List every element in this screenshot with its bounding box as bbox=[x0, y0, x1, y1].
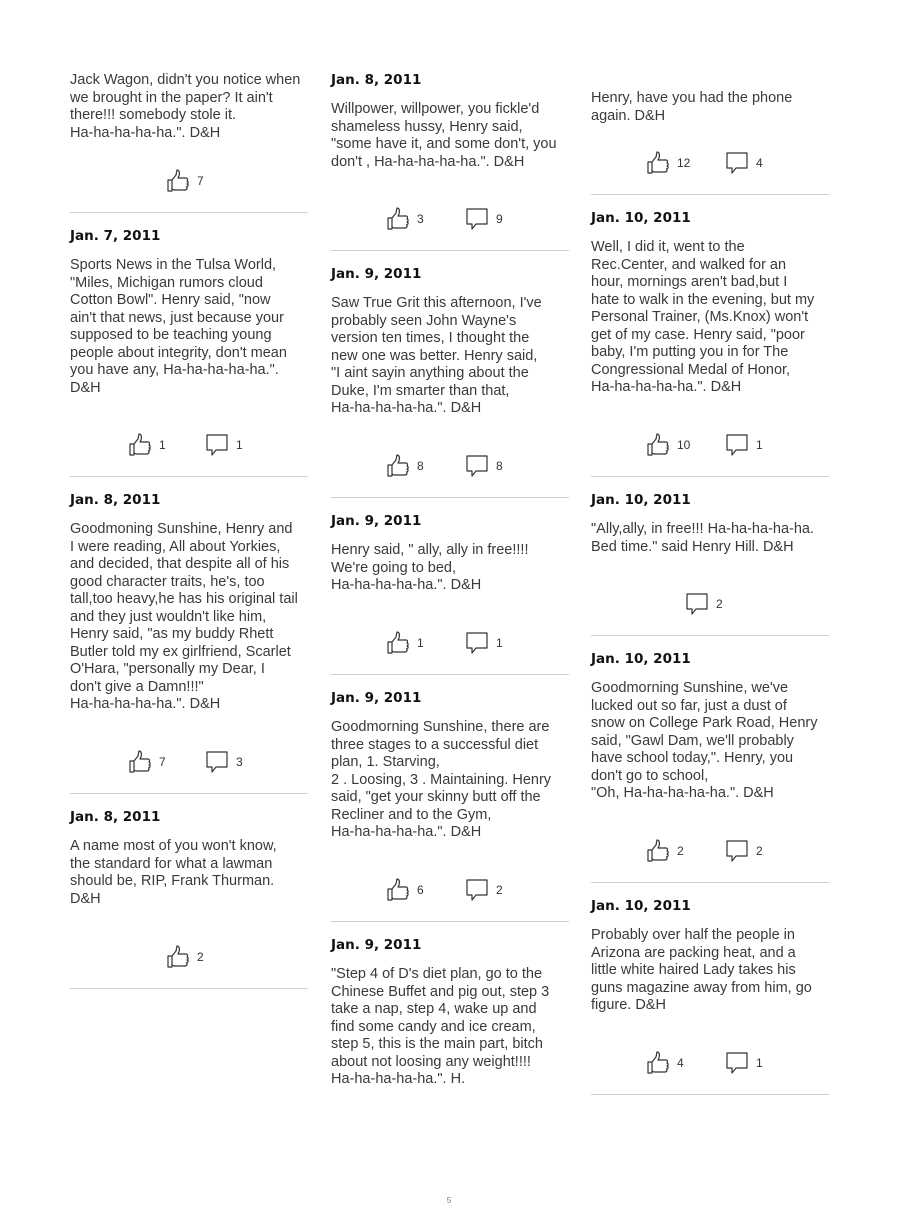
like-button[interactable] bbox=[385, 877, 424, 903]
comment-button[interactable] bbox=[464, 877, 503, 903]
post-divider bbox=[331, 250, 569, 251]
comment-count: 1 bbox=[236, 438, 243, 452]
like-button[interactable] bbox=[645, 432, 690, 458]
speech-bubble-icon bbox=[204, 749, 230, 775]
like-button[interactable] bbox=[165, 944, 204, 970]
post-divider bbox=[591, 194, 829, 195]
thumbs-up-icon bbox=[385, 453, 411, 479]
post-text: "Ally,ally, in free!!! Ha-ha-ha-ha-ha. Bed time." said Henry Hill. D&H bbox=[591, 521, 815, 555]
thumbs-up-icon bbox=[127, 749, 153, 775]
speech-bubble-icon bbox=[724, 838, 750, 864]
like-button[interactable] bbox=[385, 453, 424, 479]
comment-button[interactable] bbox=[724, 150, 763, 176]
speech-bubble-icon bbox=[724, 150, 750, 176]
thumbs-up-icon bbox=[645, 838, 671, 864]
post-divider bbox=[591, 635, 829, 636]
post-divider bbox=[331, 921, 569, 922]
post-divider bbox=[591, 882, 829, 883]
post-text: Well, I did it, went to the Rec.Center, and walked for an hour, mornings aren't bad,but I hate to walk in the evening, but my Personal Trainer, (Ms.Knox) won't get of my case. Henry said, "poor baby, I'm putting you in for The Congressional Medal of Honor, Ha-ha-ha-ha-ha.". D&H bbox=[591, 239, 815, 395]
post-divider bbox=[331, 497, 569, 498]
post-date: Jan. 9, 2011 bbox=[331, 937, 422, 953]
comment-count: 1 bbox=[756, 1056, 763, 1070]
post-text: "Step 4 of D's diet plan, go to the Chinese Buffet and pig out, step 3 take a nap, step 4, wake up and find some candy and ice cream, step 5, this is the main part, bitch about not loosing any weight!!!! Ha-ha-ha-ha-ha.". H. bbox=[331, 966, 550, 1087]
comment-button[interactable] bbox=[204, 432, 243, 458]
post-date: Jan. 7, 2011 bbox=[70, 228, 161, 244]
post-text: A name most of you won't know, the standard for what a lawman should be, RIP, Frank Thurman. D&H bbox=[70, 838, 277, 907]
like-button[interactable] bbox=[645, 838, 684, 864]
like-count: 4 bbox=[677, 1056, 684, 1070]
like-button[interactable] bbox=[127, 749, 166, 775]
post-divider bbox=[70, 793, 308, 794]
comment-count: 8 bbox=[496, 459, 503, 473]
thumbs-up-icon bbox=[385, 630, 411, 656]
like-count: 2 bbox=[197, 950, 204, 964]
post-text: Goodmorning Sunshine, there are three stages to a successful diet plan, 1. Starving, 2 . Loosing, 3 . Maintaining. Henry said, "get your skinny butt off the Recliner and to the Gym, Ha-ha-ha-ha-ha.". D&H bbox=[331, 719, 552, 840]
post-divider bbox=[70, 212, 308, 213]
post-divider bbox=[591, 1094, 829, 1095]
post-divider bbox=[331, 674, 569, 675]
post-date: Jan. 8, 2011 bbox=[70, 809, 161, 825]
comment-count: 2 bbox=[756, 844, 763, 858]
like-count: 8 bbox=[417, 459, 424, 473]
like-button[interactable] bbox=[165, 168, 204, 194]
thumbs-up-icon bbox=[645, 432, 671, 458]
post-text: Willpower, willpower, you fickle'd shameless hussy, Henry said, "some have it, and some don't, you don't , Ha-ha-ha-ha-ha.". D&H bbox=[331, 101, 557, 170]
post-date: Jan. 9, 2011 bbox=[331, 513, 422, 529]
post-text: Henry said, " ally, ally in free!!!! We're going to bed, Ha-ha-ha-ha-ha.". D&H bbox=[331, 542, 529, 593]
speech-bubble-icon bbox=[464, 453, 490, 479]
like-count: 2 bbox=[677, 844, 684, 858]
speech-bubble-icon bbox=[464, 877, 490, 903]
like-button[interactable] bbox=[645, 1050, 684, 1076]
like-count: 3 bbox=[417, 212, 424, 226]
like-button[interactable] bbox=[645, 150, 690, 176]
comment-button[interactable] bbox=[724, 1050, 763, 1076]
thumbs-up-icon bbox=[127, 432, 153, 458]
thumbs-up-icon bbox=[645, 1050, 671, 1076]
like-button[interactable] bbox=[385, 630, 424, 656]
speech-bubble-icon bbox=[724, 432, 750, 458]
post-text: Goodmorning Sunshine, we've lucked out so far, just a dust of snow on College Park Road, Henry said, "Gawl Dam, we'll probably have school today,". Henry, you don't go to school, "Oh, Ha-ha-ha-ha-ha.". D&H bbox=[591, 680, 818, 801]
like-count: 1 bbox=[417, 636, 424, 650]
comment-count: 2 bbox=[716, 597, 723, 611]
post-date: Jan. 10, 2011 bbox=[591, 651, 691, 667]
post-text: Saw True Grit this afternoon, I've probably seen John Wayne's version ten times, I thought the new one was better. Henry said, "I aint sayin anything about the Duke, I'm smarter than that, Ha-ha-ha-ha-ha.". D&H bbox=[331, 295, 542, 416]
post-date: Jan. 10, 2011 bbox=[591, 898, 691, 914]
post-date: Jan. 9, 2011 bbox=[331, 266, 422, 282]
page-number: 5 bbox=[446, 1196, 452, 1205]
like-count: 1 bbox=[159, 438, 166, 452]
speech-bubble-icon bbox=[204, 432, 230, 458]
speech-bubble-icon bbox=[464, 630, 490, 656]
comment-button[interactable] bbox=[724, 432, 763, 458]
speech-bubble-icon bbox=[464, 206, 490, 232]
like-button[interactable] bbox=[127, 432, 166, 458]
comment-count: 1 bbox=[496, 636, 503, 650]
comment-count: 1 bbox=[756, 438, 763, 452]
speech-bubble-icon bbox=[724, 1050, 750, 1076]
post-date: Jan. 9, 2011 bbox=[331, 690, 422, 706]
comment-button[interactable] bbox=[464, 206, 503, 232]
post-date: Jan. 10, 2011 bbox=[591, 492, 691, 508]
post-divider bbox=[70, 988, 308, 989]
like-count: 12 bbox=[677, 156, 691, 170]
post-date: Jan. 10, 2011 bbox=[591, 210, 691, 226]
comment-count: 2 bbox=[496, 883, 503, 897]
comment-button[interactable] bbox=[464, 453, 503, 479]
comment-button[interactable] bbox=[204, 749, 243, 775]
post-date: Jan. 8, 2011 bbox=[331, 72, 422, 88]
like-count: 6 bbox=[417, 883, 424, 897]
comment-button[interactable] bbox=[724, 838, 763, 864]
thumbs-up-icon bbox=[385, 877, 411, 903]
comment-count: 9 bbox=[496, 212, 503, 226]
post-text: Sports News in the Tulsa World, "Miles, Michigan rumors cloud Cotton Bowl". Henry said, "now ain't that news, just because your supposed to be teaching young people about integrity, don't mean you have any, Ha-ha-ha-ha-ha.". D&H bbox=[70, 257, 287, 396]
like-button[interactable] bbox=[385, 206, 424, 232]
thumbs-up-icon bbox=[645, 150, 671, 176]
comment-button[interactable] bbox=[684, 591, 723, 617]
post-text: Henry, have you had the phone again. D&H bbox=[591, 90, 793, 124]
like-count: 7 bbox=[159, 755, 166, 769]
like-count: 10 bbox=[677, 438, 691, 452]
post-text: Jack Wagon, didn't you notice when we brought in the paper? It ain't there!!! somebody stole it. Ha-ha-ha-ha-ha.". D&H bbox=[70, 72, 301, 141]
comment-count: 4 bbox=[756, 156, 763, 170]
like-count: 7 bbox=[197, 174, 204, 188]
comment-count: 3 bbox=[236, 755, 243, 769]
thumbs-up-icon bbox=[165, 944, 191, 970]
thumbs-up-icon bbox=[165, 168, 191, 194]
comment-button[interactable] bbox=[464, 630, 503, 656]
post-text: Goodmoning Sunshine, Henry and I were reading, All about Yorkies, and decided, that despite all of his good character traits, he's, too tall,too heavy,he has his original tail and they just wouldn't like him, Henry said, "as my buddy Rhett Butler told my ex girlfriend, Scarlet O'Hara, "personally my Dear, I don't give a Damn!!!" Ha-ha-ha-ha-ha.". D&H bbox=[70, 521, 298, 712]
post-text: Probably over half the people in Arizona are packing heat, and a little white haired Lady takes his guns magazine away from him, go figure. D&H bbox=[591, 927, 812, 1013]
speech-bubble-icon bbox=[684, 591, 710, 617]
post-date: Jan. 8, 2011 bbox=[70, 492, 161, 508]
post-divider bbox=[591, 476, 829, 477]
thumbs-up-icon bbox=[385, 206, 411, 232]
post-divider bbox=[70, 476, 308, 477]
